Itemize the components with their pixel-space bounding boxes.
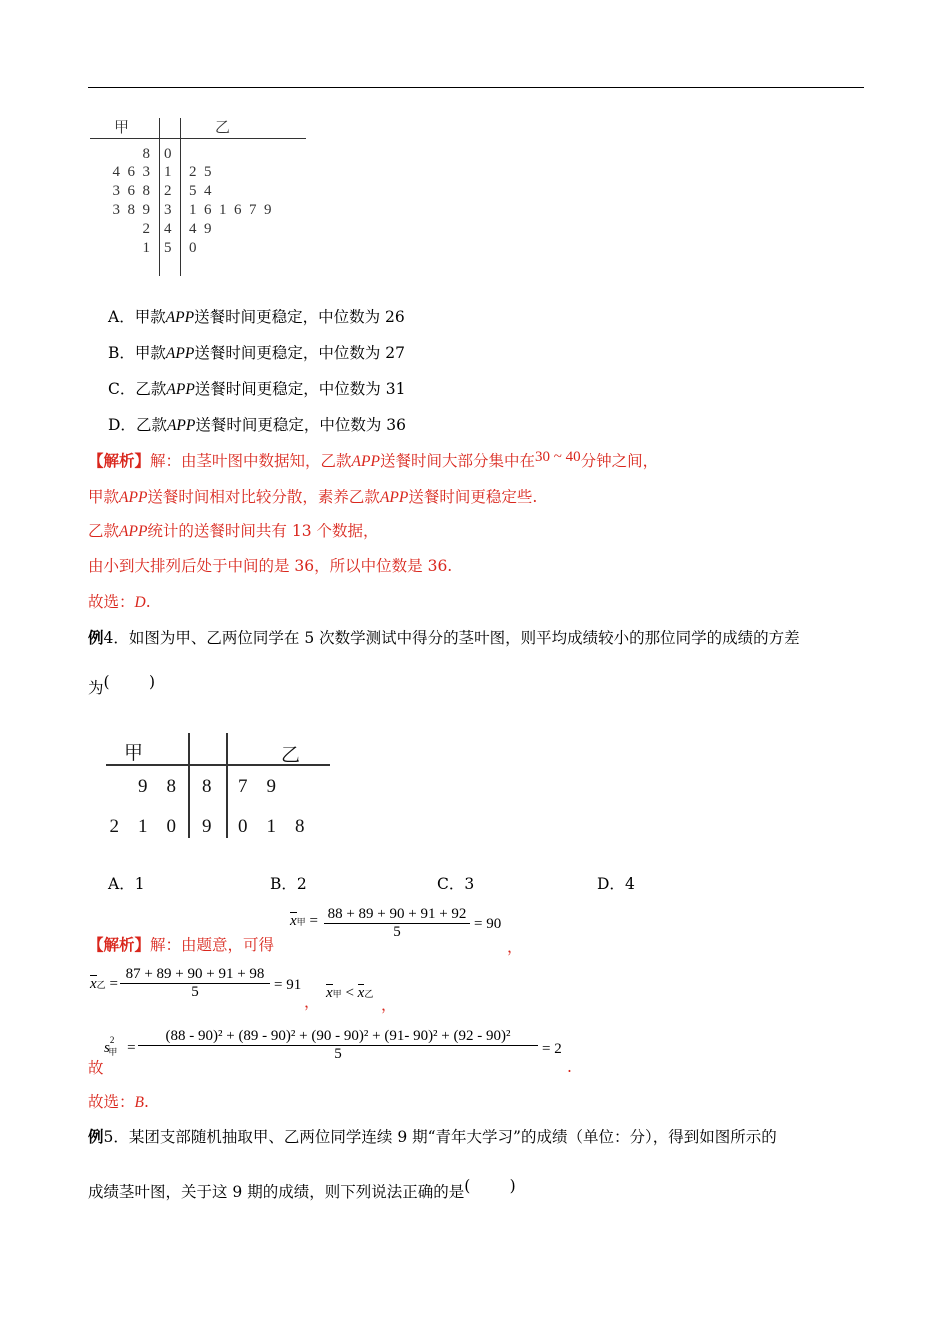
answer-value: B bbox=[134, 1094, 144, 1111]
q4-option-c[interactable] bbox=[437, 872, 474, 894]
q3-solution-line-2 bbox=[88, 485, 537, 507]
plot2-leaf-right: 0 1 8 bbox=[238, 816, 305, 837]
denominator: 5 bbox=[393, 924, 401, 940]
q5-stem-line-2 bbox=[88, 1177, 516, 1202]
q3-option-a[interactable] bbox=[108, 305, 405, 327]
mean-comparison bbox=[326, 985, 373, 1002]
example-label: 例 bbox=[88, 1127, 104, 1146]
solution-text: 甲款 bbox=[88, 488, 120, 506]
answer-blank[interactable]: ( ) bbox=[103, 673, 156, 691]
option-label: A． bbox=[108, 308, 135, 326]
question-text: 某团支部随机抽取甲、乙两位同学连续 9 期“青年大学习”的成绩（单位：分），得到如图所示的 bbox=[128, 1128, 777, 1146]
mean-yi-fraction bbox=[120, 966, 270, 1001]
x-bar: x bbox=[326, 985, 333, 1001]
subscript: 乙 bbox=[364, 989, 374, 999]
solution-text: 分钟之间， bbox=[580, 452, 659, 470]
solution-text: 送餐时间更稳定些. bbox=[408, 488, 538, 506]
q5-stem-line-1 bbox=[88, 1125, 777, 1147]
plot1-divider-left bbox=[159, 118, 160, 276]
plot2-leaf-right: 7 9 bbox=[238, 776, 276, 797]
plot1-stem: 0 bbox=[164, 146, 172, 162]
subscript: 乙 bbox=[96, 980, 106, 990]
option-label: D． bbox=[597, 875, 625, 893]
comma: ， bbox=[381, 996, 397, 1014]
solution-text: 乙款 bbox=[88, 522, 120, 540]
example-number: 4． bbox=[103, 629, 129, 647]
solution-text: 送餐时间大部分集中在 bbox=[379, 452, 535, 470]
option-text: 送餐时间更稳定，中位数为 27 bbox=[194, 344, 405, 362]
option-label: A． bbox=[108, 875, 135, 893]
numerator: (88 - 90)² + (89 - 90)² + (90 - 90)² + (91- 90)² + (92 - 90)² bbox=[165, 1028, 511, 1044]
answer-end: . bbox=[143, 1093, 149, 1111]
option-text: 甲款 bbox=[134, 344, 166, 362]
q3-option-c[interactable] bbox=[108, 377, 405, 399]
option-label: D． bbox=[108, 416, 136, 434]
period: . bbox=[567, 1058, 572, 1076]
solution-text: 解：由茎叶图中数据知，乙款 bbox=[150, 452, 352, 470]
plot1-leaf-left: 3 8 9 bbox=[112, 202, 150, 218]
q4-option-d[interactable] bbox=[597, 872, 635, 894]
app-symbol: APP bbox=[165, 309, 195, 326]
app-symbol: APP bbox=[119, 489, 148, 506]
plot2-left-header: 甲 bbox=[124, 743, 144, 764]
example-label: 例 bbox=[88, 628, 104, 647]
solution-tag: 【解析】 bbox=[88, 935, 151, 954]
q3-option-d[interactable] bbox=[108, 413, 406, 435]
app-symbol: APP bbox=[119, 523, 148, 540]
plot1-stem: 2 bbox=[164, 183, 172, 199]
numerator: 88 + 89 + 90 + 91 + 92 bbox=[327, 906, 467, 922]
subscript: 甲 bbox=[332, 989, 342, 999]
q4-option-a[interactable] bbox=[108, 872, 145, 894]
plot1-divider-right bbox=[180, 118, 181, 276]
plot2-right-header: 乙 bbox=[281, 745, 301, 766]
less-than: < bbox=[345, 985, 354, 1001]
x-bar: x bbox=[90, 976, 97, 992]
plot1-header-line bbox=[90, 138, 306, 139]
q3-option-b[interactable] bbox=[108, 341, 405, 363]
solution-text: 解：由题意，可得 bbox=[150, 936, 275, 954]
s-symbol: s bbox=[104, 1040, 110, 1056]
example-number: 5． bbox=[103, 1128, 129, 1146]
plot1-stem: 3 bbox=[164, 202, 172, 218]
q4-option-b[interactable] bbox=[270, 872, 307, 894]
answer-label: 故选： bbox=[88, 1093, 135, 1111]
mean-jia-result: = 90 bbox=[474, 916, 502, 932]
plot1-leaf-left: 2 bbox=[142, 221, 150, 237]
plot1-leaf-left: 8 bbox=[142, 146, 150, 162]
variance-result: = 2 bbox=[542, 1041, 562, 1057]
numerator: 87 + 89 + 90 + 91 + 98 bbox=[125, 966, 265, 982]
therefore: 故 bbox=[88, 1059, 104, 1077]
answer-end: . bbox=[145, 593, 151, 611]
plot1-leaf-right: 4 9 bbox=[189, 221, 212, 237]
app-symbol: APP bbox=[351, 453, 380, 470]
variance-symbol: $s^2_甲$ = bbox=[104, 1035, 136, 1057]
app-symbol: APP bbox=[166, 381, 195, 398]
subscript: 甲 bbox=[296, 917, 306, 927]
x-bar: x bbox=[290, 913, 297, 929]
answer-label: 故选： bbox=[88, 593, 135, 611]
q3-solution-line-4: 由小到大排列后处于中间的是 36，所以中位数是 36. bbox=[88, 557, 453, 575]
solution-text: 送餐时间相对比较分散，素养乙款 bbox=[147, 488, 380, 506]
variance-fraction bbox=[138, 1028, 538, 1063]
plot1-leaf-right: 1 6 1 6 7 9 bbox=[189, 202, 272, 218]
plot2-divider-left bbox=[188, 733, 190, 838]
option-value: 4 bbox=[624, 875, 635, 893]
option-text: 送餐时间更稳定，中位数为 31 bbox=[194, 380, 406, 398]
option-text: 送餐时间更稳定，中位数为 36 bbox=[195, 416, 407, 434]
plot1-stem: 5 bbox=[164, 240, 172, 256]
subscript: 甲 bbox=[108, 1047, 118, 1057]
plot1-leaf-right: 2 5 bbox=[189, 164, 212, 180]
plot1-stem: 4 bbox=[164, 221, 172, 237]
option-text: 乙款 bbox=[135, 380, 167, 398]
option-label: C． bbox=[437, 875, 465, 893]
comma: ， bbox=[507, 938, 523, 956]
plot1-leaf-left: 4 6 3 bbox=[112, 164, 150, 180]
plot1-leaf-left: 1 bbox=[142, 240, 150, 256]
plot1-right-header: 乙 bbox=[215, 120, 231, 136]
app-symbol: APP bbox=[166, 417, 196, 434]
denominator: 5 bbox=[191, 984, 199, 1000]
answer-value: D bbox=[134, 594, 146, 611]
mean-yi-result: = 91 bbox=[274, 977, 302, 993]
plot2-divider-right bbox=[226, 733, 228, 838]
mean-jia-fraction bbox=[324, 906, 470, 941]
q3-answer bbox=[88, 590, 151, 612]
q4-stem-line-2 bbox=[88, 673, 156, 698]
q3-solution-line-1 bbox=[88, 449, 658, 471]
option-text: 送餐时间更稳定，中位数为 26 bbox=[194, 308, 405, 326]
q4-answer bbox=[88, 1090, 149, 1112]
plot2-stem: 9 bbox=[202, 816, 212, 837]
option-label: B． bbox=[270, 875, 297, 893]
plot2-stem: 8 bbox=[202, 776, 212, 797]
question-text: 成绩茎叶图，关于这 9 期的成绩，则下列说法正确的是 bbox=[88, 1183, 465, 1201]
q3-solution-line-3 bbox=[88, 519, 379, 541]
comma: ， bbox=[304, 993, 320, 1011]
question-text: 如图为甲、乙两位同学在 5 次数学测试中得分的茎叶图，则平均成绩较小的那位同学的成绩的方差 bbox=[128, 629, 800, 647]
option-text: 甲款 bbox=[134, 308, 166, 326]
option-value: 2 bbox=[296, 875, 307, 893]
header-rule bbox=[88, 87, 864, 88]
plot2-leaf-left: 9 8 bbox=[138, 776, 176, 797]
app-symbol: APP bbox=[165, 345, 195, 362]
denominator: 5 bbox=[334, 1046, 342, 1062]
plot1-leaf-right: 0 bbox=[189, 240, 197, 256]
time-range: 30 ~ 40 bbox=[534, 449, 581, 465]
option-label: C． bbox=[108, 380, 136, 398]
option-label: B． bbox=[108, 344, 135, 362]
mean-yi-symbol: x乙 = bbox=[90, 976, 118, 992]
plot1-leaf-right: 5 4 bbox=[189, 183, 212, 199]
superscript: 2 bbox=[109, 1035, 115, 1045]
answer-blank[interactable]: ( ) bbox=[464, 1177, 516, 1195]
option-value: 3 bbox=[464, 875, 475, 893]
mean-jia-symbol: x甲 = bbox=[290, 913, 318, 929]
plot1-stem: 1 bbox=[164, 164, 172, 180]
q4-solution-intro bbox=[88, 933, 274, 955]
option-value: 1 bbox=[134, 875, 145, 893]
q4-stem-line-1 bbox=[88, 626, 800, 648]
plot2-leaf-left: 2 1 0 bbox=[109, 816, 176, 837]
question-text: 为 bbox=[88, 679, 104, 697]
solution-tag: 【解析】 bbox=[88, 451, 151, 470]
plot1-left-header: 甲 bbox=[114, 120, 130, 136]
solution-text: 统计的送餐时间共有 13 个数据， bbox=[147, 522, 379, 540]
option-text: 乙款 bbox=[135, 416, 167, 434]
plot1-leaf-left: 3 6 8 bbox=[112, 183, 150, 199]
x-bar: x bbox=[357, 985, 365, 1001]
app-symbol: APP bbox=[379, 489, 409, 506]
